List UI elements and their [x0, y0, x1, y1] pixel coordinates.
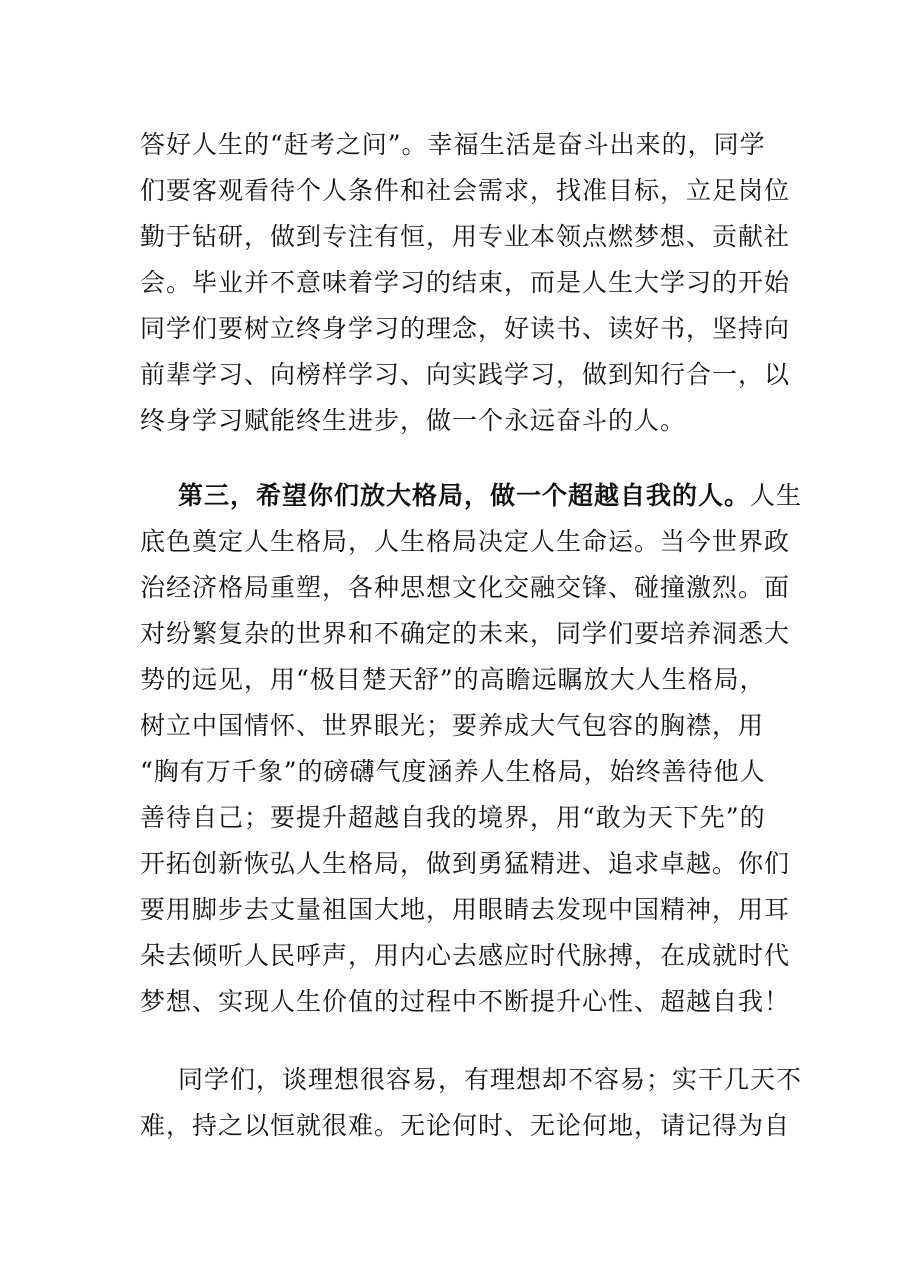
text-line: 底色奠定人生格局，人生格局决定人生命运。当今世界政: [140, 527, 791, 556]
paragraph-3: [140, 1057, 803, 1149]
text-line: 前辈学习、向榜样学习、向实践学习，做到知行合一，以: [140, 360, 791, 389]
text-line: 勤于钻研，做到专注有恒，用专业本领点燃梦想、贡献社: [140, 222, 791, 251]
text-line: 治经济格局重塑，各种思想文化交融交锋、碰撞激烈。面: [140, 573, 791, 602]
paragraph-2: [140, 473, 803, 1025]
text-line: 答好人生的“赶考之问”。幸福生活是奋斗出来的，同学: [140, 130, 766, 159]
text-line: 会。毕业并不意味着学习的结束，而是人生大学习的开始: [140, 268, 791, 297]
text-line: 要用脚步去丈量祖国大地，用眼睛去发现中国精神，用耳: [140, 895, 791, 924]
text-line-first: 同学们，谈理想很容易，有理想却不容易；实干几天不: [178, 1065, 803, 1094]
text-line: “胸有万千象”的磅礴气度涵养人生格局，始终善待他人: [140, 757, 766, 786]
text-line-first: [140, 473, 803, 519]
text-line: 善待自己；要提升超越自我的境界，用“敢为天下先”的: [140, 803, 766, 832]
paragraph-1: [140, 122, 791, 444]
text-line: 终身学习赋能终生进步，做一个永远奋斗的人。: [140, 406, 687, 435]
text-line: 难，持之以恒就很难。无论何时、无论何地，请记得为自: [140, 1111, 791, 1140]
text-line: 势的远见，用“极目楚天舒”的高瞻远瞩放大人生格局，: [140, 665, 766, 694]
text-line: 梦想、实现人生价值的过程中不断提升心性、超越自我！: [140, 987, 791, 1016]
text-line: 树立中国情怀、世界眼光；要养成大气包容的胸襟，用: [140, 711, 765, 740]
heading-line-rest: 人生: [750, 481, 803, 510]
text-line: 朵去倾听人民呼声，用内心去感应时代脉搏，在成就时代: [140, 941, 791, 970]
text-line: 对纷繁复杂的世界和不确定的未来，同学们要培养洞悉大: [140, 619, 791, 648]
text-line: 开拓创新恢弘人生格局，做到勇猛精进、追求卓越。你们: [140, 849, 791, 878]
text-line: 同学们要树立终身学习的理念，好读书、读好书，坚持向: [140, 314, 791, 343]
section-heading: 第三，希望你们放大格局，做一个超越自我的人。: [178, 481, 751, 510]
text-line: 们要客观看待个人条件和社会需求，找准目标，立足岗位: [140, 176, 791, 205]
